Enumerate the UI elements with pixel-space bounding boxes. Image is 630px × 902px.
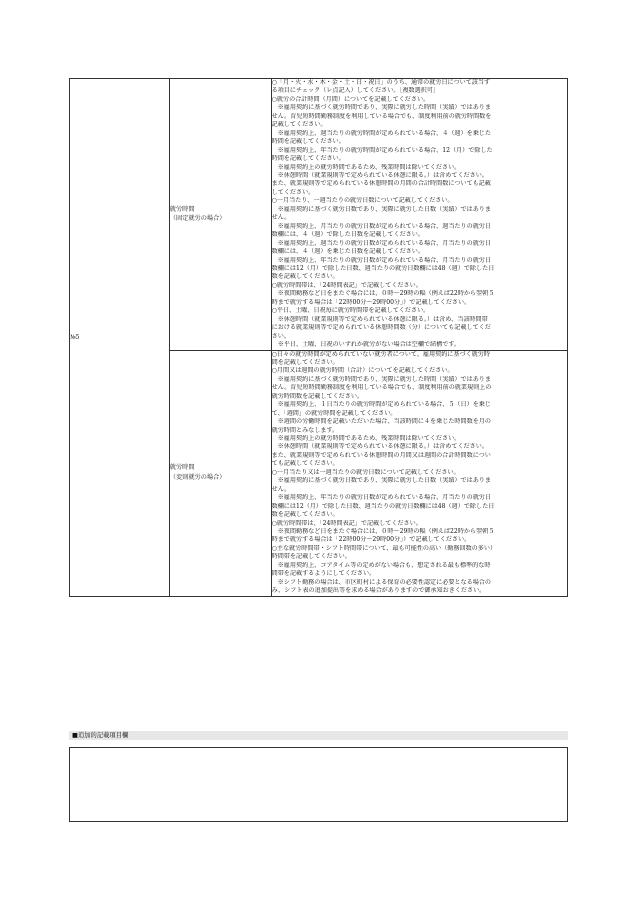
variable-instruction-line: ※シフト勤務の場合は、市区町村による保育の必要性認定に必要となる場合の bbox=[271, 578, 491, 586]
fixed-instruction-line: ※平日、土曜、日祝のいずれか就労がない場合は空欄で結構です。 bbox=[271, 341, 461, 349]
fixed-instruction-line: ○「月・火・水・木・金・土・日・祝日」のうち、通常の就労日について該当す bbox=[271, 79, 491, 86]
fixed-instruction-line: 数欄には、４（週）を乗じた日数を記載してください。 bbox=[271, 248, 424, 256]
variable-instruction-line: せん。育児短時間勤務制度を利用している場合でも、制度利用前の就業規則上の bbox=[271, 384, 492, 392]
requirements-table bbox=[69, 78, 568, 597]
variable-instruction-line: ※雇用契約上、コアタイム等の定めがない場合も、想定される最も標準的な時 bbox=[271, 561, 491, 569]
variable-instruction-line: ※雇用契約に基づく就労日数であり、実際に就労した日数（実績）ではありま bbox=[271, 477, 491, 485]
variable-instruction-line: ○就労時間帯は、「24時間表記」で記載してください。 bbox=[271, 519, 422, 527]
fixed-instruction-line: 記載してください。 bbox=[271, 121, 327, 129]
fixed-instruction-line: 数を記載してください。 bbox=[271, 273, 339, 281]
additional-items-heading: ■追加的記載項目欄 bbox=[69, 731, 568, 740]
fixed-hours-instructions bbox=[271, 79, 567, 351]
variable-label-title: 就労時間 bbox=[169, 464, 195, 472]
variable-instruction-line: ※雇用契約に基づく就労時間であり、実際に就労した時間（実績）ではありま bbox=[271, 375, 491, 383]
variable-instruction-line: 時間帯を記載してください。 bbox=[271, 553, 351, 561]
variable-instruction-line: ※雇用契約上の就労時間であるため、残業時間は除いてください。 bbox=[271, 435, 461, 443]
fixed-instruction-line: ※雇用契約上、週当たりの就労日数が定められている場合、月当たりの就労日 bbox=[271, 239, 491, 247]
variable-instruction-line: ○月間又は週間の就労時間（合計）についてを記載してください。 bbox=[271, 367, 454, 375]
fixed-instruction-line: 数欄には12（月）で除した日数、週当たりの就労日数欄には48（週）で除した日 bbox=[271, 264, 495, 272]
fixed-instruction-line: ※雇用契約に基づく就労時間であり、実際に就労した時間（実績）ではありま bbox=[271, 104, 491, 112]
variable-instruction-line: せん。 bbox=[271, 485, 291, 493]
variable-instruction-line: ても記載してください。 bbox=[271, 460, 339, 468]
variable-instruction-line: 数欄には12（月）で除した日数、週当たりの就労日数欄には48（週）で除した日 bbox=[271, 502, 495, 510]
fixed-instruction-line: ※雇用契約上、年当たりの就労時間が定められている場合、12（月）で除した bbox=[271, 146, 493, 154]
variable-instruction-line: ※休憩時間（就業規則等で定められている休憩に限る。）は含めてください。 bbox=[271, 443, 488, 451]
variable-instruction-line: 就労時間数を記載してください。 bbox=[271, 392, 364, 400]
row-number-cell: №5 bbox=[70, 79, 170, 597]
variable-instruction-line: また、就業規則等で定められている休憩時間の月間又は週間の合計時間数につい bbox=[271, 451, 491, 459]
variable-instruction-line: ※週間の労働時間を記載いただいた場合、当該時間に４を乗じた時間数を月の bbox=[271, 418, 491, 426]
fixed-instruction-line: 時間を記載してください。 bbox=[271, 155, 345, 163]
variable-instruction-line: ○一月当たり又は一週当たりの就労日数について記載してください。 bbox=[271, 468, 460, 476]
variable-label-subtitle: （変則就労の場合） bbox=[169, 474, 226, 482]
variable-instruction-line: ※雇用契約上、年当たりの就労日数が定められている場合、月当たりの就労日 bbox=[271, 494, 491, 502]
fixed-instruction-line: してください。 bbox=[271, 188, 315, 196]
fixed-instruction-line: 数欄には、４（週）で除した日数を記載してください。 bbox=[271, 231, 424, 239]
variable-instruction-line: ○日々の就労時間が定められていない就労者について、雇用契約に基づく就労時 bbox=[271, 350, 490, 358]
variable-instruction-line: 数を記載してください。 bbox=[271, 511, 339, 519]
variable-instruction-line: て、「週間」の就労時間を記載してください。 bbox=[271, 409, 397, 417]
fixed-instruction-line: ○平日、土曜、日祝毎に就労時間帯を記載してください。 bbox=[271, 307, 430, 315]
fixed-instruction-line: せん。 bbox=[271, 214, 291, 222]
fixed-instruction-line: ※雇用契約上の就労時間であるため、残業時間は除いてください。 bbox=[271, 163, 461, 171]
fixed-instruction-line: ※休憩時間（就業規則等で定められている休憩に限る。）は含めてください。 bbox=[271, 171, 488, 179]
variable-instruction-line: み、シフト表の追加提出等を求める場合がありますので御承知おきください。 bbox=[271, 587, 486, 595]
fixed-instruction-line: る項目にチェック（レ点記入）してください。［複数選択可］ bbox=[271, 87, 440, 95]
variable-instruction-line: 時まで就労する場合は「22時00分～29時00分」）で記載してください。 bbox=[271, 536, 471, 544]
fixed-instruction-line: ○就労時間帯は、「24時間表記」で記載してください。 bbox=[271, 281, 422, 289]
variable-hours-label-cell bbox=[169, 350, 271, 596]
fixed-instruction-line: ※夜間勤務など日をまたぐ場合には、０時～29時の幅（例えば22時から翌朝５ bbox=[271, 290, 495, 298]
fixed-instruction-line: ○就労の合計時間（月間）についてを記載してください。 bbox=[271, 95, 430, 103]
fixed-instruction-line: 時間を記載してください。 bbox=[271, 138, 345, 146]
fixed-label-title: 就労時間 bbox=[169, 205, 195, 213]
fixed-instruction-line: ※雇用契約上、年当たりの就労日数が定められている場合、月当たりの就労日 bbox=[271, 256, 491, 264]
fixed-instruction-line: さい。 bbox=[271, 332, 290, 340]
fixed-instruction-line: における就業規則等で定められている休憩時間数（分）についても記載してくだ bbox=[271, 324, 491, 332]
variable-instruction-line: ※雇用契約上、１日当たりの就労時間が定められている場合、５（日）を乗じ bbox=[271, 401, 491, 409]
fixed-instruction-line: ※休憩時間（就業規則等で定められている休憩に限る。）は含め、当該時間帯 bbox=[271, 315, 488, 323]
requirements-table-wrapper bbox=[69, 78, 568, 597]
additional-items-input-box[interactable] bbox=[69, 747, 568, 822]
fixed-instruction-line: せん。育児短時間勤務制度を利用している場合でも、制度利用前の就労時間数を bbox=[271, 112, 492, 120]
fixed-instruction-line: 時まで就労する場合は「22時00分～29時00分」）で記載してください。 bbox=[271, 298, 471, 306]
variable-instruction-line: 間を記載してください。 bbox=[271, 358, 339, 366]
fixed-instruction-line: ※雇用契約上、月当たりの就労日数が定められている場合、週当たりの就労日 bbox=[271, 222, 491, 230]
table-row-fixed bbox=[70, 79, 568, 351]
fixed-instruction-line: ※雇用契約上、週当たりの就労時間が定められている場合、４（週）を乗じた bbox=[271, 129, 491, 137]
variable-instruction-line: 間帯を記載するようにしてください。 bbox=[271, 570, 376, 578]
variable-hours-instructions bbox=[271, 350, 567, 596]
fixed-label-subtitle: （固定就労の場合） bbox=[169, 215, 226, 223]
fixed-instruction-line: ※雇用契約に基づく就労日数であり、実際に就労した日数（実績）ではありま bbox=[271, 205, 491, 213]
fixed-instruction-line: ○一月当たり、一週当たりの就労日数について記載してください。 bbox=[271, 197, 454, 205]
variable-instruction-line: 就労時間とみなします。 bbox=[271, 426, 339, 434]
fixed-hours-label-cell bbox=[169, 79, 271, 351]
variable-instruction-line: ○主な就労時間帯・シフト時間帯について、最も可能性の高い（勤務回数の多い） bbox=[271, 544, 497, 552]
variable-instruction-line: ※夜間勤務など日をまたぐ場合には、０時～29時の幅（例えば22時から翌朝５ bbox=[271, 528, 495, 536]
fixed-instruction-line: また、就業規則等で定められている休憩時間の月間の合計時間数についても記載 bbox=[271, 180, 491, 188]
